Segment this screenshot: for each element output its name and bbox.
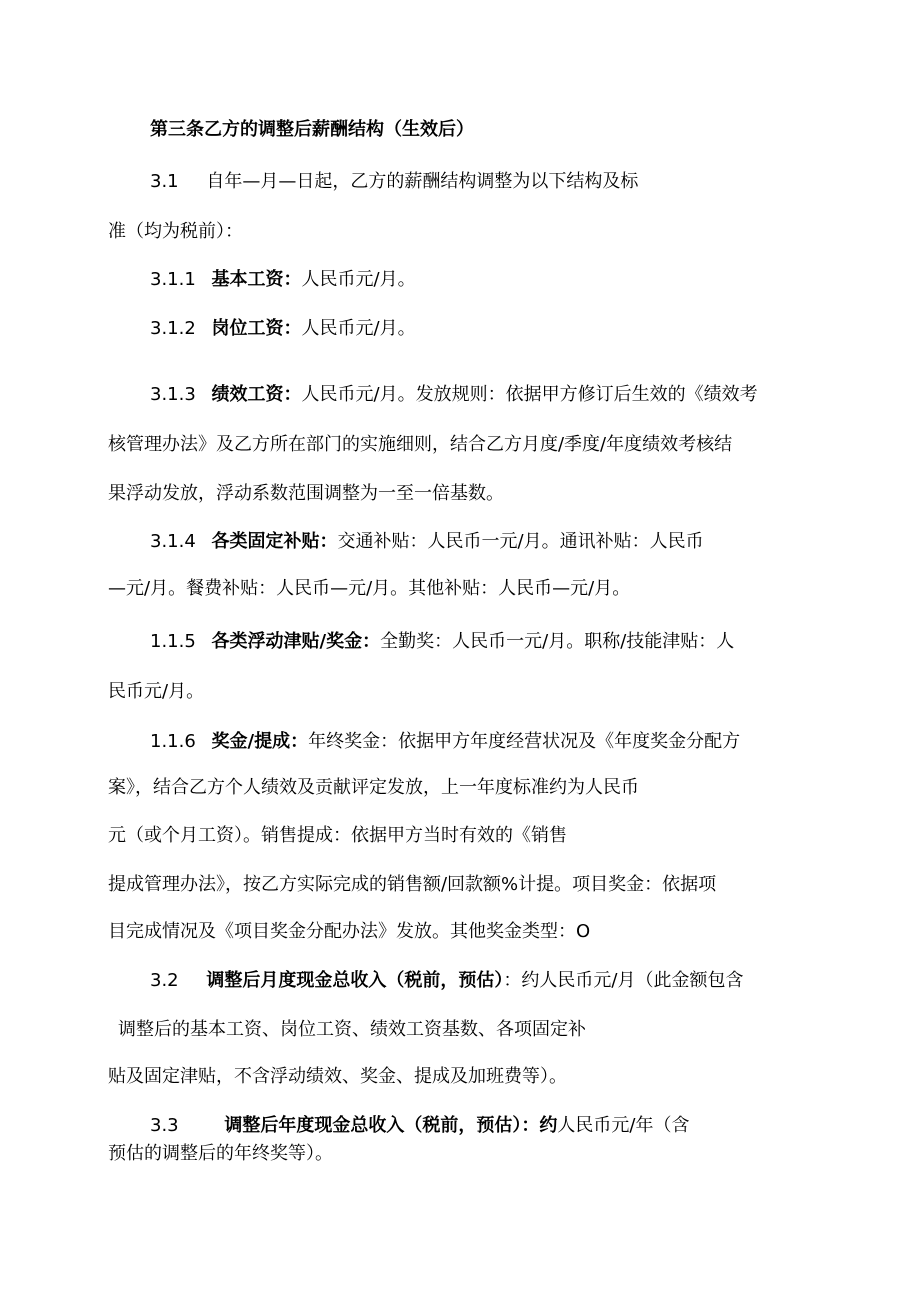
clause-3-3-line-1 [150, 1115, 689, 1137]
clause-label: 各类浮动津贴/奖金： [211, 631, 381, 652]
clause-label: 岗位工资： [211, 318, 302, 339]
clause-3-1-3-line-1 [150, 384, 758, 406]
clause-label: 奖金/提成： [211, 731, 309, 752]
clause-text: 交通补贴：人民币一元/月。通讯补贴：人民币 [337, 531, 704, 552]
clause-text: ：约人民币元/月（此金额包含 [503, 970, 744, 991]
clause-number: 3.1.3 [150, 384, 196, 405]
clause-3-1-4-line-2: —元/月。餐费补贴：人民币—元/月。其他补贴：人民币—元/月。 [108, 578, 631, 599]
clause-number: 3.1.2 [150, 318, 196, 339]
clause-number: 3.1 [150, 171, 179, 192]
clause-text: 人民币元/月。 [301, 269, 416, 290]
clause-3-2-line-2: 调整后的基本工资、岗位工资、绩效工资基数、各项固定补 [118, 1019, 586, 1040]
clause-text: 年终奖金：依据甲方年度经营状况及《年度奖金分配方 [308, 731, 741, 752]
clause-number: 3.1.1 [150, 269, 196, 290]
clause-1-1-6-line-3: 元（或个月工资）。销售提成：依据甲方当时有效的《销售 [108, 825, 567, 846]
clause-3-1-3-line-2: 核管理办法》及乙方所在部门的实施细则，结合乙方月度/季度/年度绩效考核结 [108, 434, 733, 455]
clause-1-1-6-line-1 [150, 731, 740, 753]
clause-number: 3.1.4 [150, 531, 196, 552]
clause-number: 3.3 [150, 1115, 179, 1136]
clause-1-1-6-line-5: 目完成情况及《项目奖金分配办法》发放。其他奖金类型：O [108, 921, 591, 942]
clause-label: 调整后年度现金总收入（税前，预估）：约 [224, 1115, 558, 1136]
clause-3-1-line-1 [150, 171, 638, 193]
clause-3-1-1 [150, 269, 416, 291]
clause-text: 人民币元/年（含 [557, 1115, 690, 1136]
clause-label: 调整后月度现金总收入（税前，预估） [206, 970, 504, 991]
clause-3-1-line-2: 准（均为税前）： [108, 221, 243, 242]
section-heading: 第三条乙方的调整后薪酬结构（生效后） [150, 119, 474, 140]
clause-text: 人民币元/月。 [301, 318, 416, 339]
clause-3-1-4-line-1 [150, 531, 704, 553]
clause-3-1-2 [150, 318, 416, 340]
clause-text: 全勤奖：人民币一元/月。职称/技能津贴：人 [380, 631, 735, 652]
clause-3-2-line-3: 贴及固定津贴，不含浮动绩效、奖金、提成及加班费等）。 [108, 1066, 567, 1087]
clause-1-1-5-line-2: 民币元/月。 [108, 681, 205, 702]
clause-1-1-6-line-4: 提成管理办法》，按乙方实际完成的销售额/回款额%计提。项目奖金：依据项 [108, 874, 717, 895]
clause-label: 各类固定补贴： [211, 531, 338, 552]
clause-label: 绩效工资： [211, 384, 302, 405]
clause-number: 1.1.6 [150, 731, 196, 752]
clause-1-1-6-line-2: 案》，结合乙方个人绩效及贡献评定发放，上一年度标准约为人民币 [108, 777, 639, 798]
clause-number: 3.2 [150, 970, 179, 991]
clause-3-2-line-1 [150, 970, 743, 992]
clause-text: 自年—月—日起，乙方的薪酬结构调整为以下结构及标 [206, 171, 639, 192]
clause-3-3-line-2: 预估的调整后的年终奖等）。 [108, 1143, 333, 1164]
clause-text: 人民币元/月。发放规则：依据甲方修订后生效的《绩效考 [301, 384, 758, 405]
clause-number: 1.1.5 [150, 631, 196, 652]
clause-3-1-3-line-3: 果浮动发放，浮动系数范围调整为一至一倍基数。 [108, 483, 504, 504]
clause-1-1-5-line-1 [150, 631, 734, 653]
clause-label: 基本工资： [211, 269, 302, 290]
